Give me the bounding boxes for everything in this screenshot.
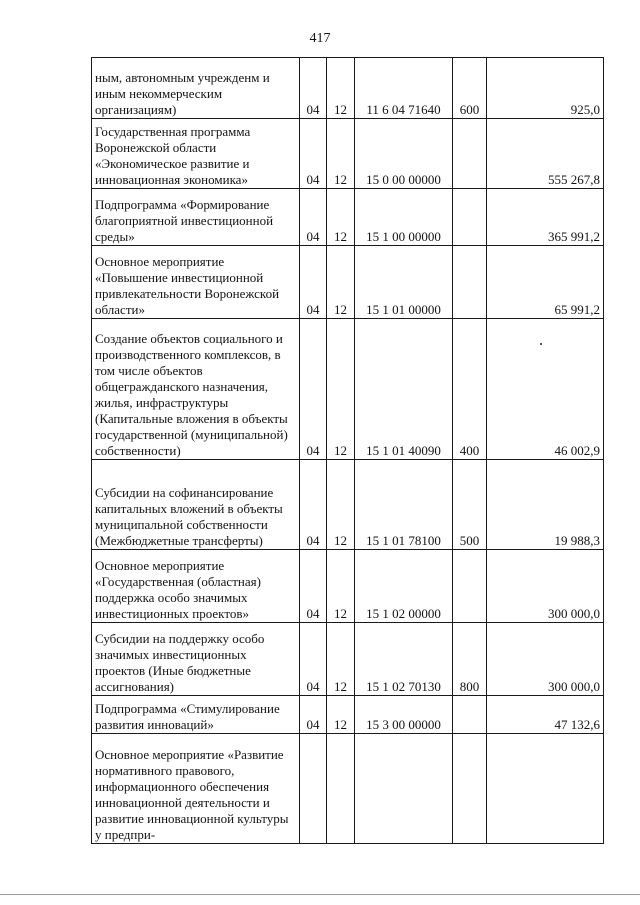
table-row (92, 734, 604, 844)
row-vr (453, 734, 487, 844)
row-rz: 04 (300, 696, 327, 734)
row-pr: 12 (327, 246, 355, 319)
budget-table (91, 57, 604, 844)
row-csr: 15 1 00 00000 (355, 189, 453, 246)
row-pr: 12 (327, 623, 355, 696)
row-vr (453, 550, 487, 623)
row-sum (487, 734, 604, 844)
row-rz: 04 (300, 246, 327, 319)
row-sum: 555 267,8 (487, 119, 604, 189)
row-vr: 500 (453, 460, 487, 550)
row-pr: 12 (327, 119, 355, 189)
row-name: Подпрограмма «Стимулирование развития инноваций» (92, 696, 300, 734)
row-vr: 600 (453, 58, 487, 119)
row-rz: 04 (300, 319, 327, 460)
table-row (92, 189, 604, 246)
row-csr: 15 3 00 00000 (355, 696, 453, 734)
row-name: Субсидии на поддержку особо значимых инвестиционных проектов (Иные бюджетные ассигнования) (92, 623, 300, 696)
row-pr: 12 (327, 58, 355, 119)
row-csr: 15 1 01 00000 (355, 246, 453, 319)
row-rz: 04 (300, 460, 327, 550)
row-sum: 300 000,0 (487, 623, 604, 696)
row-sum: 365 991,2 (487, 189, 604, 246)
row-name: Подпрограмма «Формирование благоприятной инвестиционной среды» (92, 189, 300, 246)
row-sum: 300 000,0 (487, 550, 604, 623)
row-pr (327, 734, 355, 844)
row-pr: 12 (327, 319, 355, 460)
page-number: 417 (309, 31, 331, 46)
row-name: Создание объектов социального и производственного комплексов, в том числе объектов общегражданского назначения, жилья, инфраструктуры (Капитальные вложения в объекты государственной (муниципальной) собственности) (92, 319, 300, 460)
table-row (92, 119, 604, 189)
row-vr (453, 119, 487, 189)
bottom-rule (0, 894, 640, 895)
row-vr (453, 189, 487, 246)
row-name: Основное мероприятие «Развитие нормативного правового, информационного обеспечения инновационной деятельности и развитие инновационной культуры у предпри- (92, 734, 300, 844)
table-row (92, 319, 604, 460)
scan-speck (540, 343, 542, 345)
row-vr (453, 246, 487, 319)
row-name: ным, автономным учрежденм и иным некоммерческим организациям) (92, 58, 300, 119)
table-row (92, 246, 604, 319)
table-row (92, 460, 604, 550)
row-pr: 12 (327, 696, 355, 734)
row-rz: 04 (300, 189, 327, 246)
row-sum: 925,0 (487, 58, 604, 119)
table-row (92, 550, 604, 623)
table-row (92, 58, 604, 119)
row-csr: 15 1 01 78100 (355, 460, 453, 550)
row-name: Субсидии на софинансирование капитальных вложений в объекты муниципальной собственности (Межбюджетные трансферты) (92, 460, 300, 550)
row-rz: 04 (300, 623, 327, 696)
row-rz: 04 (300, 58, 327, 119)
table-row (92, 696, 604, 734)
row-name: Основное мероприятие «Государственная (областная) поддержка особо значимых инвестиционных проектов» (92, 550, 300, 623)
row-name: Основное мероприятие «Повышение инвестиционной привлекательности Воронежской области» (92, 246, 300, 319)
row-vr (453, 696, 487, 734)
row-sum: 46 002,9 (487, 319, 604, 460)
row-csr: 11 6 04 71640 (355, 58, 453, 119)
row-csr (355, 734, 453, 844)
row-rz (300, 734, 327, 844)
row-rz: 04 (300, 550, 327, 623)
table-row (92, 623, 604, 696)
row-pr: 12 (327, 460, 355, 550)
row-vr: 800 (453, 623, 487, 696)
row-csr: 15 1 01 40090 (355, 319, 453, 460)
row-rz: 04 (300, 119, 327, 189)
row-pr: 12 (327, 550, 355, 623)
row-name: Государственная программа Воронежской области «Экономическое развитие и инновационная экономика» (92, 119, 300, 189)
row-sum: 47 132,6 (487, 696, 604, 734)
row-pr: 12 (327, 189, 355, 246)
row-sum: 19 988,3 (487, 460, 604, 550)
row-csr: 15 1 02 70130 (355, 623, 453, 696)
row-csr: 15 0 00 00000 (355, 119, 453, 189)
row-csr: 15 1 02 00000 (355, 550, 453, 623)
row-sum: 65 991,2 (487, 246, 604, 319)
row-vr: 400 (453, 319, 487, 460)
